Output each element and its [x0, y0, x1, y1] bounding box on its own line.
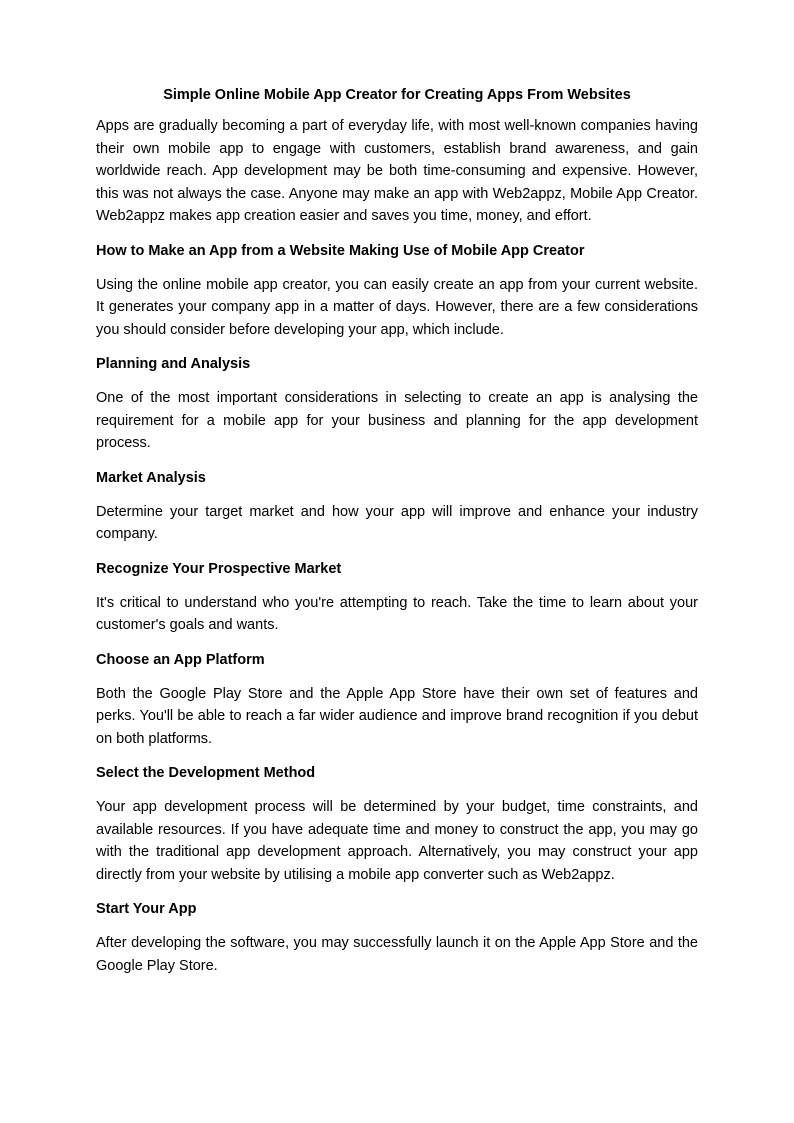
- section-heading-app-platform: Choose an App Platform: [96, 651, 265, 668]
- section-body-make-app: Using the online mobile app creator, you can easily create an app from your current website. It generates your company app in a matter of days. However, there are a few considerations you should consider before developing your app, which include.: [96, 276, 698, 338]
- section-body-market-analysis: Determine your target market and how your app will improve and enhance your industry company.: [96, 503, 698, 542]
- intro-paragraph: Apps are gradually becoming a part of everyday life, with most well-known companies having their own mobile app to engage with customers, establish brand awareness, and gain worldwide reach. App development may be both time-consuming and expensive. However, this was not always the case. Anyone may make an app with Web2appz, Mobile App Creator. Web2appz makes app creation easier and saves you time, money, and effort.: [96, 118, 698, 224]
- document-title: Simple Online Mobile App Creator for Creating Apps From Websites: [163, 87, 631, 103]
- section-heading-make-app: How to Make an App from a Website Making Use of Mobile App Creator: [96, 242, 585, 259]
- section-heading-start-app: Start Your App: [96, 901, 197, 917]
- section-body-start-app: After developing the software, you may successfully launch it on the Apple App Store and the Google Play Store.: [96, 935, 698, 974]
- section-heading-development-method: Select the Development Method: [96, 765, 316, 781]
- section-heading-planning: Planning and Analysis: [96, 356, 251, 372]
- section-body-app-platform: Both the Google Play Store and the Apple App Store have their own set of features and perks. You'll be able to reach a far wider audience and improve brand recognition if you debut on both platforms.: [96, 685, 698, 747]
- section-body-prospective-market: It's critical to understand who you're attempting to reach. Take the time to learn about your customer's goals and wants.: [96, 594, 698, 633]
- section-body-development-method: Your app development process will be determined by your budget, time constraints, and available resources. If you have adequate time and money to construct the app, you may go with the traditional app development approach. Alternatively, you may construct your app directly from your website by utilising a mobile app converter such as Web2appz.: [96, 799, 698, 883]
- section-body-planning: One of the most important considerations in selecting to create an app is analysing the requirement for a mobile app for your business and planning for the app development process.: [96, 390, 698, 451]
- section-heading-market-analysis: Market Analysis: [96, 469, 206, 486]
- document-page: [96, 84, 698, 989]
- section-heading-prospective-market: Recognize Your Prospective Market: [96, 560, 342, 577]
